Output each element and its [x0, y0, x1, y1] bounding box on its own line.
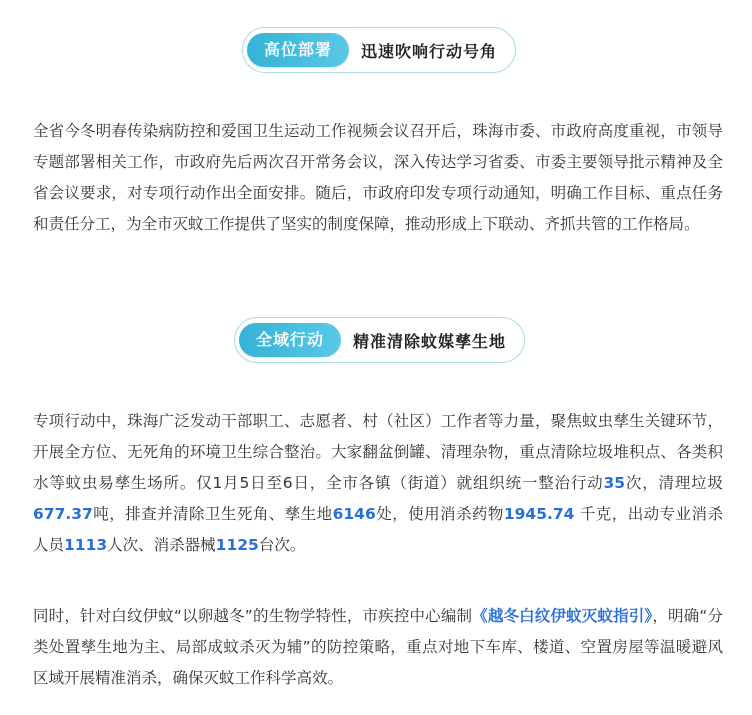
text-run: 全省今冬明春传染病防控和爱国卫生运动工作视频会议召开后，珠海市委、市政府高度重视，市领导专题部署相关工作，市政府先后两次召开常务会议，深入传达学习省委、市委主要领导批示精神及全省会议要求，对专项行动作出全面安排。随后，市政府印发专项行动通知，明确工作目标、重点任务和责任分工，为全市灭蚊工作提供了坚实的制度保障，推动形成上下联动、齐抓共管的工作格局。 — [33, 122, 723, 233]
text-run: 台次。 — [258, 536, 306, 554]
highlight-text: 1125 — [215, 536, 259, 554]
highlight-text: 677.37 — [33, 505, 93, 523]
highlight-text: 《越冬白纹伊蚊灭蚊指引》 — [472, 607, 653, 625]
paragraph — [33, 116, 723, 240]
section-title: 精准清除蚊媒孳生地 — [353, 331, 507, 351]
text-run: 专项行动中，珠海广泛发动干部职工、志愿者、村（社区）工作者等力量，聚焦蚊虫孳生关键环节，开展全方位、无死角的环境卫生综合整治。大家翻盆倒罐、清理杂物，重点清除垃圾堆积点、各类积水等蚊虫易孳生场所。仅1月5日至6日，全市各镇（街道）就组织统一整治行动 — [33, 412, 723, 492]
text-run: 人次、消杀器械 — [107, 536, 216, 554]
highlight-text: 1113 — [64, 536, 108, 554]
paragraph — [33, 406, 723, 561]
section-heading-2 — [234, 317, 525, 363]
text-run: ，明确“分类处置孳生地为主、局部成蚊杀灭为辅”的防控策略，重点对地下车库、楼道、空置房屋等温暖避风区域开展精准消杀，确保灭蚊工作科学高效。 — [33, 607, 723, 687]
text-run: 同时，针对白纹伊蚊“以卵越冬”的生物学特性，市疾控中心编制 — [33, 607, 473, 625]
section-heading-1 — [242, 27, 516, 73]
highlight-text: 1945.74 — [503, 505, 575, 523]
text-run: 次，清理垃圾 — [625, 474, 723, 492]
paragraph — [33, 601, 723, 694]
text-run: 吨，排查并清除卫生死角、孳生地 — [92, 505, 333, 523]
text-run: 千克，出动专业消杀人员 — [33, 505, 723, 554]
highlight-text: 35 — [603, 474, 626, 492]
section-tag: 高位部署 — [247, 33, 349, 67]
highlight-text: 6146 — [332, 505, 376, 523]
section-tag: 全域行动 — [239, 323, 341, 357]
section-title: 迅速吹响行动号角 — [361, 41, 498, 61]
text-run: 处，使用消杀药物 — [375, 505, 504, 523]
